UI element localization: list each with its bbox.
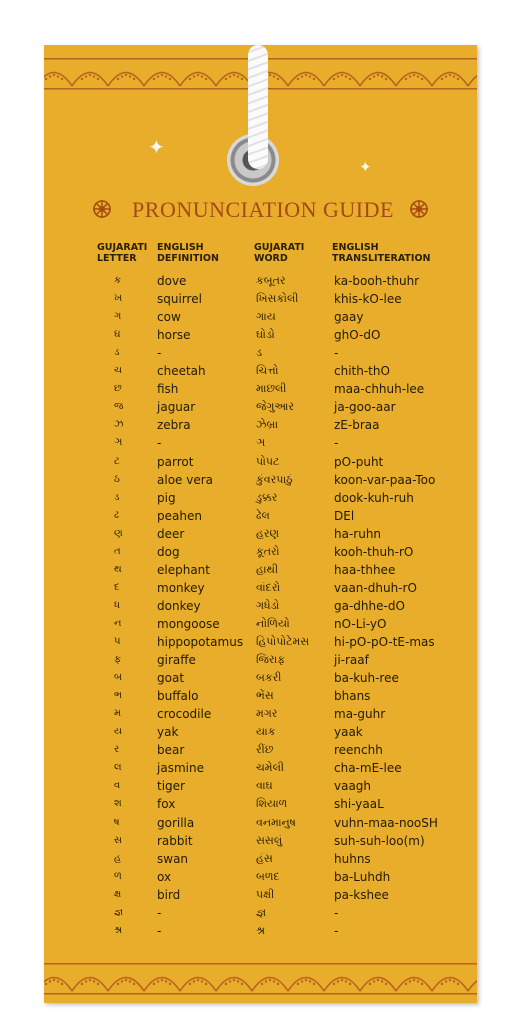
gujarati-letter-cell: ટ	[114, 455, 120, 467]
english-definition-cell: bear	[157, 743, 185, 758]
gujarati-word-cell: હિપોપોટેમસ	[256, 635, 310, 648]
table-row	[44, 886, 477, 904]
transliteration-cell: ba-Luhdh	[334, 869, 391, 884]
gujarati-word-cell: હંસ	[256, 851, 273, 865]
gujarati-letter-cell: ચ	[114, 365, 122, 377]
transliteration-cell: khis-kO-lee	[334, 292, 402, 307]
transliteration-cell: -	[334, 436, 339, 451]
english-definition-cell: aloe vera	[157, 472, 213, 487]
table-row	[44, 832, 477, 850]
transliteration-cell: vaan-dhuh-rO	[334, 580, 417, 595]
gujarati-letter-cell: ભ	[114, 690, 122, 702]
gujarati-letter-cell: મ	[114, 708, 122, 720]
gujarati-letter-cell: ષ	[114, 816, 120, 828]
gujarati-letter-cell: ત	[114, 545, 121, 557]
pronunciation-card	[44, 45, 477, 1003]
table-row	[44, 651, 477, 669]
english-definition-cell: ox	[157, 869, 172, 884]
rope-loop	[248, 45, 268, 169]
gujarati-word-cell: શ્ર	[256, 923, 265, 937]
star-icon: ✦	[359, 158, 372, 176]
table-row	[44, 759, 477, 777]
english-definition-cell: parrot	[157, 454, 194, 469]
title-row	[44, 195, 477, 225]
english-definition-cell: zebra	[157, 418, 191, 433]
gujarati-word-cell: કૂતરો	[256, 544, 280, 558]
table-row	[44, 597, 477, 615]
english-definition-cell: rabbit	[157, 833, 193, 848]
transliteration-cell: pa-kshee	[334, 887, 389, 902]
gujarati-word-cell: ખિસકોલી	[256, 292, 299, 306]
transliteration-cell: suh-suh-loo(m)	[334, 833, 425, 848]
gujarati-letter-cell: ડ	[114, 491, 120, 503]
gujarati-letter-cell: ખ	[114, 293, 123, 305]
gujarati-letter-cell: થ	[114, 563, 122, 575]
english-definition-cell: buffalo	[157, 689, 199, 704]
english-definition-cell: dog	[157, 544, 180, 559]
gujarati-letter-cell: ડ	[114, 347, 120, 359]
flower-ornament-icon	[92, 199, 112, 219]
table-row	[44, 489, 477, 507]
transliteration-cell: kooh-thuh-rO	[334, 544, 414, 559]
gujarati-letter-cell: ર	[114, 744, 120, 756]
gujarati-letter-cell: ઝ	[114, 419, 124, 431]
table-row	[44, 561, 477, 579]
table-row	[44, 723, 477, 741]
table-row	[44, 633, 477, 651]
gujarati-letter-cell: શ્ર	[114, 924, 123, 936]
header-gujarati-word: GUJARATI WORD	[254, 242, 305, 264]
english-definition-cell: goat	[157, 671, 185, 686]
table-row	[44, 687, 477, 705]
gujarati-word-cell: ઘોડો	[256, 328, 275, 342]
gujarati-word-cell: ડ	[256, 346, 263, 360]
transliteration-cell: ha-ruhn	[334, 526, 382, 541]
gujarati-word-cell: જ્ઞ	[256, 905, 267, 919]
table-row	[44, 453, 477, 471]
transliteration-cell: yaak	[334, 725, 363, 740]
gujarati-word-cell: વનમાનુષ	[256, 815, 296, 829]
english-definition-cell: fish	[157, 382, 179, 397]
header-english-definition: ENGLISH DEFINITION	[157, 242, 219, 264]
gujarati-letter-cell: ઠ	[114, 473, 120, 485]
gujarati-word-cell: હરણ	[256, 526, 280, 540]
english-definition-cell: deer	[157, 526, 185, 541]
english-definition-cell: -	[157, 436, 162, 451]
transliteration-cell: chith-thO	[334, 364, 390, 379]
gujarati-letter-cell: ળ	[114, 870, 122, 882]
transliteration-cell: reenchh	[334, 743, 383, 758]
transliteration-cell: -	[334, 923, 339, 938]
transliteration-cell: ma-guhr	[334, 707, 386, 722]
table-row	[44, 290, 477, 308]
gujarati-word-cell: વાંદરો	[256, 580, 281, 594]
gujarati-letter-cell: ક	[114, 275, 122, 286]
gujarati-word-cell: બકરી	[256, 671, 282, 685]
transliteration-cell: ba-kuh-ree	[334, 671, 399, 686]
english-definition-cell: cheetah	[157, 364, 206, 379]
english-definition-cell: elephant	[157, 562, 210, 577]
gujarati-letter-cell: ણ	[114, 527, 123, 539]
transliteration-cell: ji-raaf	[334, 653, 369, 668]
english-definition-cell: giraffe	[157, 653, 196, 668]
gujarati-word-cell: ડુક્કર	[256, 490, 278, 504]
gujarati-word-cell: ચમેલી	[256, 761, 285, 775]
gujarati-letter-cell: હ	[114, 852, 122, 864]
gujarati-letter-cell: લ	[114, 762, 122, 774]
gujarati-word-cell: હાથી	[256, 562, 279, 576]
transliteration-cell: -	[334, 346, 339, 361]
english-definition-cell: donkey	[157, 598, 201, 613]
gujarati-word-cell: યાક	[256, 725, 276, 739]
gujarati-letter-cell: ય	[114, 726, 123, 738]
table-row	[44, 380, 477, 398]
gujarati-word-cell: શિયાળ	[256, 797, 288, 811]
gujarati-letter-cell: જ્ઞ	[114, 906, 124, 918]
english-definition-cell: jasmine	[157, 761, 204, 776]
gujarati-letter-cell: બ	[114, 672, 123, 684]
table-row	[44, 326, 477, 344]
flower-ornament-icon	[409, 199, 429, 219]
gujarati-word-cell: મગર	[256, 707, 278, 721]
transliteration-cell: gaay	[334, 310, 364, 325]
table-row	[44, 308, 477, 326]
transliteration-cell: vaagh	[334, 779, 372, 794]
table-row	[44, 669, 477, 687]
star-icon: ✦	[148, 135, 165, 159]
table-row	[44, 344, 477, 362]
table-row	[44, 507, 477, 525]
transliteration-cell: dook-kuh-ruh	[334, 490, 414, 505]
table-row	[44, 814, 477, 832]
gujarati-letter-cell: વ	[114, 780, 121, 792]
gujarati-word-cell: બળદ	[256, 869, 280, 883]
scallop-border-bottom	[44, 962, 477, 996]
gujarati-letter-cell: જ	[114, 401, 124, 413]
bottom-ornament-band	[44, 962, 477, 996]
table-row	[44, 705, 477, 723]
transliteration-cell: hi-pO-pO-tE-mas	[334, 635, 435, 649]
english-definition-cell: -	[157, 923, 162, 938]
transliteration-cell: pO-puht	[334, 454, 384, 469]
gujarati-word-cell: ચિત્તો	[256, 364, 279, 378]
transliteration-cell: cha-mE-lee	[334, 761, 402, 776]
table-row	[44, 615, 477, 633]
header-gujarati-letter: GUJARATI LETTER	[97, 242, 148, 264]
table-row	[44, 362, 477, 380]
gujarati-word-cell: માછલી	[256, 382, 287, 396]
english-definition-cell: bird	[157, 887, 181, 902]
header-english-transliteration: ENGLISH TRANSLITERATION	[332, 242, 431, 264]
english-definition-cell: jaguar	[157, 400, 196, 415]
transliteration-cell: bhans	[334, 689, 371, 704]
english-definition-cell: fox	[157, 797, 176, 812]
transliteration-cell: -	[334, 905, 339, 920]
gujarati-word-cell: પોપટ	[256, 454, 280, 468]
table-row	[44, 543, 477, 561]
transliteration-cell: zE-braa	[334, 418, 380, 433]
page-title: PRONUNCIATION GUIDE	[132, 197, 394, 222]
gujarati-word-cell: જેગુઆર	[256, 400, 295, 414]
gujarati-letter-cell: ઢ	[114, 509, 119, 521]
transliteration-cell: koon-var-paa-Too	[334, 472, 436, 487]
english-definition-cell: hippopotamus	[157, 635, 244, 649]
english-definition-cell: peahen	[157, 508, 202, 523]
table-row	[44, 922, 477, 940]
gujarati-letter-cell: ગ	[114, 311, 122, 323]
transliteration-cell: ka-booh-thuhr	[334, 274, 420, 288]
gujarati-word-cell: પક્ષી	[256, 887, 275, 901]
transliteration-cell: shi-yaaL	[334, 797, 384, 812]
table-row	[44, 777, 477, 795]
gujarati-word-cell: ભેંસ	[256, 689, 274, 703]
transliteration-cell: nO-Li-yO	[334, 616, 387, 631]
transliteration-cell: ga-dhhe-dO	[334, 598, 405, 613]
gujarati-letter-cell: ન	[114, 617, 122, 629]
table-row	[44, 795, 477, 813]
gujarati-word-cell: ઝેબ્રા	[256, 418, 279, 432]
transliteration-cell: DEl	[334, 508, 355, 523]
english-definition-cell: swan	[157, 851, 189, 866]
transliteration-cell: vuhn-maa-nooSH	[334, 815, 438, 830]
english-definition-cell: mongoose	[157, 616, 220, 631]
gujarati-letter-cell: શ	[114, 798, 122, 810]
table-row	[44, 741, 477, 759]
gujarati-letter-cell: છ	[114, 383, 122, 395]
table-row	[44, 398, 477, 416]
english-definition-cell: tiger	[157, 779, 185, 794]
english-definition-cell: gorilla	[157, 815, 195, 830]
gujarati-word-cell: કબૂતર	[256, 274, 286, 287]
gujarati-word-cell: ગધેડો	[256, 598, 280, 612]
gujarati-letter-cell: ધ	[114, 599, 120, 611]
english-definition-cell: -	[157, 905, 162, 920]
english-definition-cell: pig	[157, 490, 176, 505]
gujarati-word-cell: ઢેલ	[256, 508, 270, 522]
table-row	[44, 850, 477, 868]
gujarati-word-cell: રીંછ	[256, 743, 274, 757]
table-row	[44, 904, 477, 922]
english-definition-cell: dove	[157, 274, 187, 288]
gujarati-letter-cell: દ	[114, 581, 120, 593]
gujarati-letter-cell: સ	[114, 834, 123, 846]
gujarati-word-cell: વાઘ	[256, 779, 273, 793]
gujarati-word-cell: સસલું	[256, 833, 283, 847]
transliteration-cell: ja-goo-aar	[334, 400, 396, 415]
english-definition-cell: horse	[157, 328, 191, 343]
transliteration-cell: ghO-dO	[334, 328, 381, 343]
gujarati-word-cell: જિરાફ	[256, 653, 286, 667]
table-row	[44, 416, 477, 434]
transliteration-cell: maa-chhuh-lee	[334, 382, 425, 397]
table-row	[44, 868, 477, 886]
table-row	[44, 579, 477, 597]
gujarati-letter-cell: ફ	[114, 654, 122, 666]
gujarati-letter-cell: ઘ	[114, 329, 121, 341]
english-definition-cell: -	[157, 346, 162, 361]
table-row	[44, 471, 477, 489]
english-definition-cell: yak	[157, 725, 179, 740]
english-definition-cell: cow	[157, 310, 181, 325]
english-definition-cell: squirrel	[157, 292, 202, 307]
gujarati-word-cell: ગાય	[256, 310, 276, 324]
gujarati-word-cell: કુંવરપાઠું	[256, 472, 293, 486]
english-definition-cell: monkey	[157, 580, 205, 595]
gujarati-letter-cell: ઞ	[114, 437, 123, 449]
transliteration-cell: haa-thhee	[334, 562, 396, 577]
gujarati-letter-cell: ક્ષ	[114, 888, 122, 900]
english-definition-cell: crocodile	[157, 707, 212, 722]
transliteration-cell: huhns	[334, 851, 371, 866]
gujarati-word-cell: નોળિયો	[256, 616, 290, 630]
table-row	[44, 525, 477, 543]
gujarati-word-cell: ઞ	[256, 436, 266, 450]
table-row	[44, 434, 477, 452]
gujarati-letter-cell: પ	[114, 636, 121, 647]
table-row	[44, 272, 477, 290]
